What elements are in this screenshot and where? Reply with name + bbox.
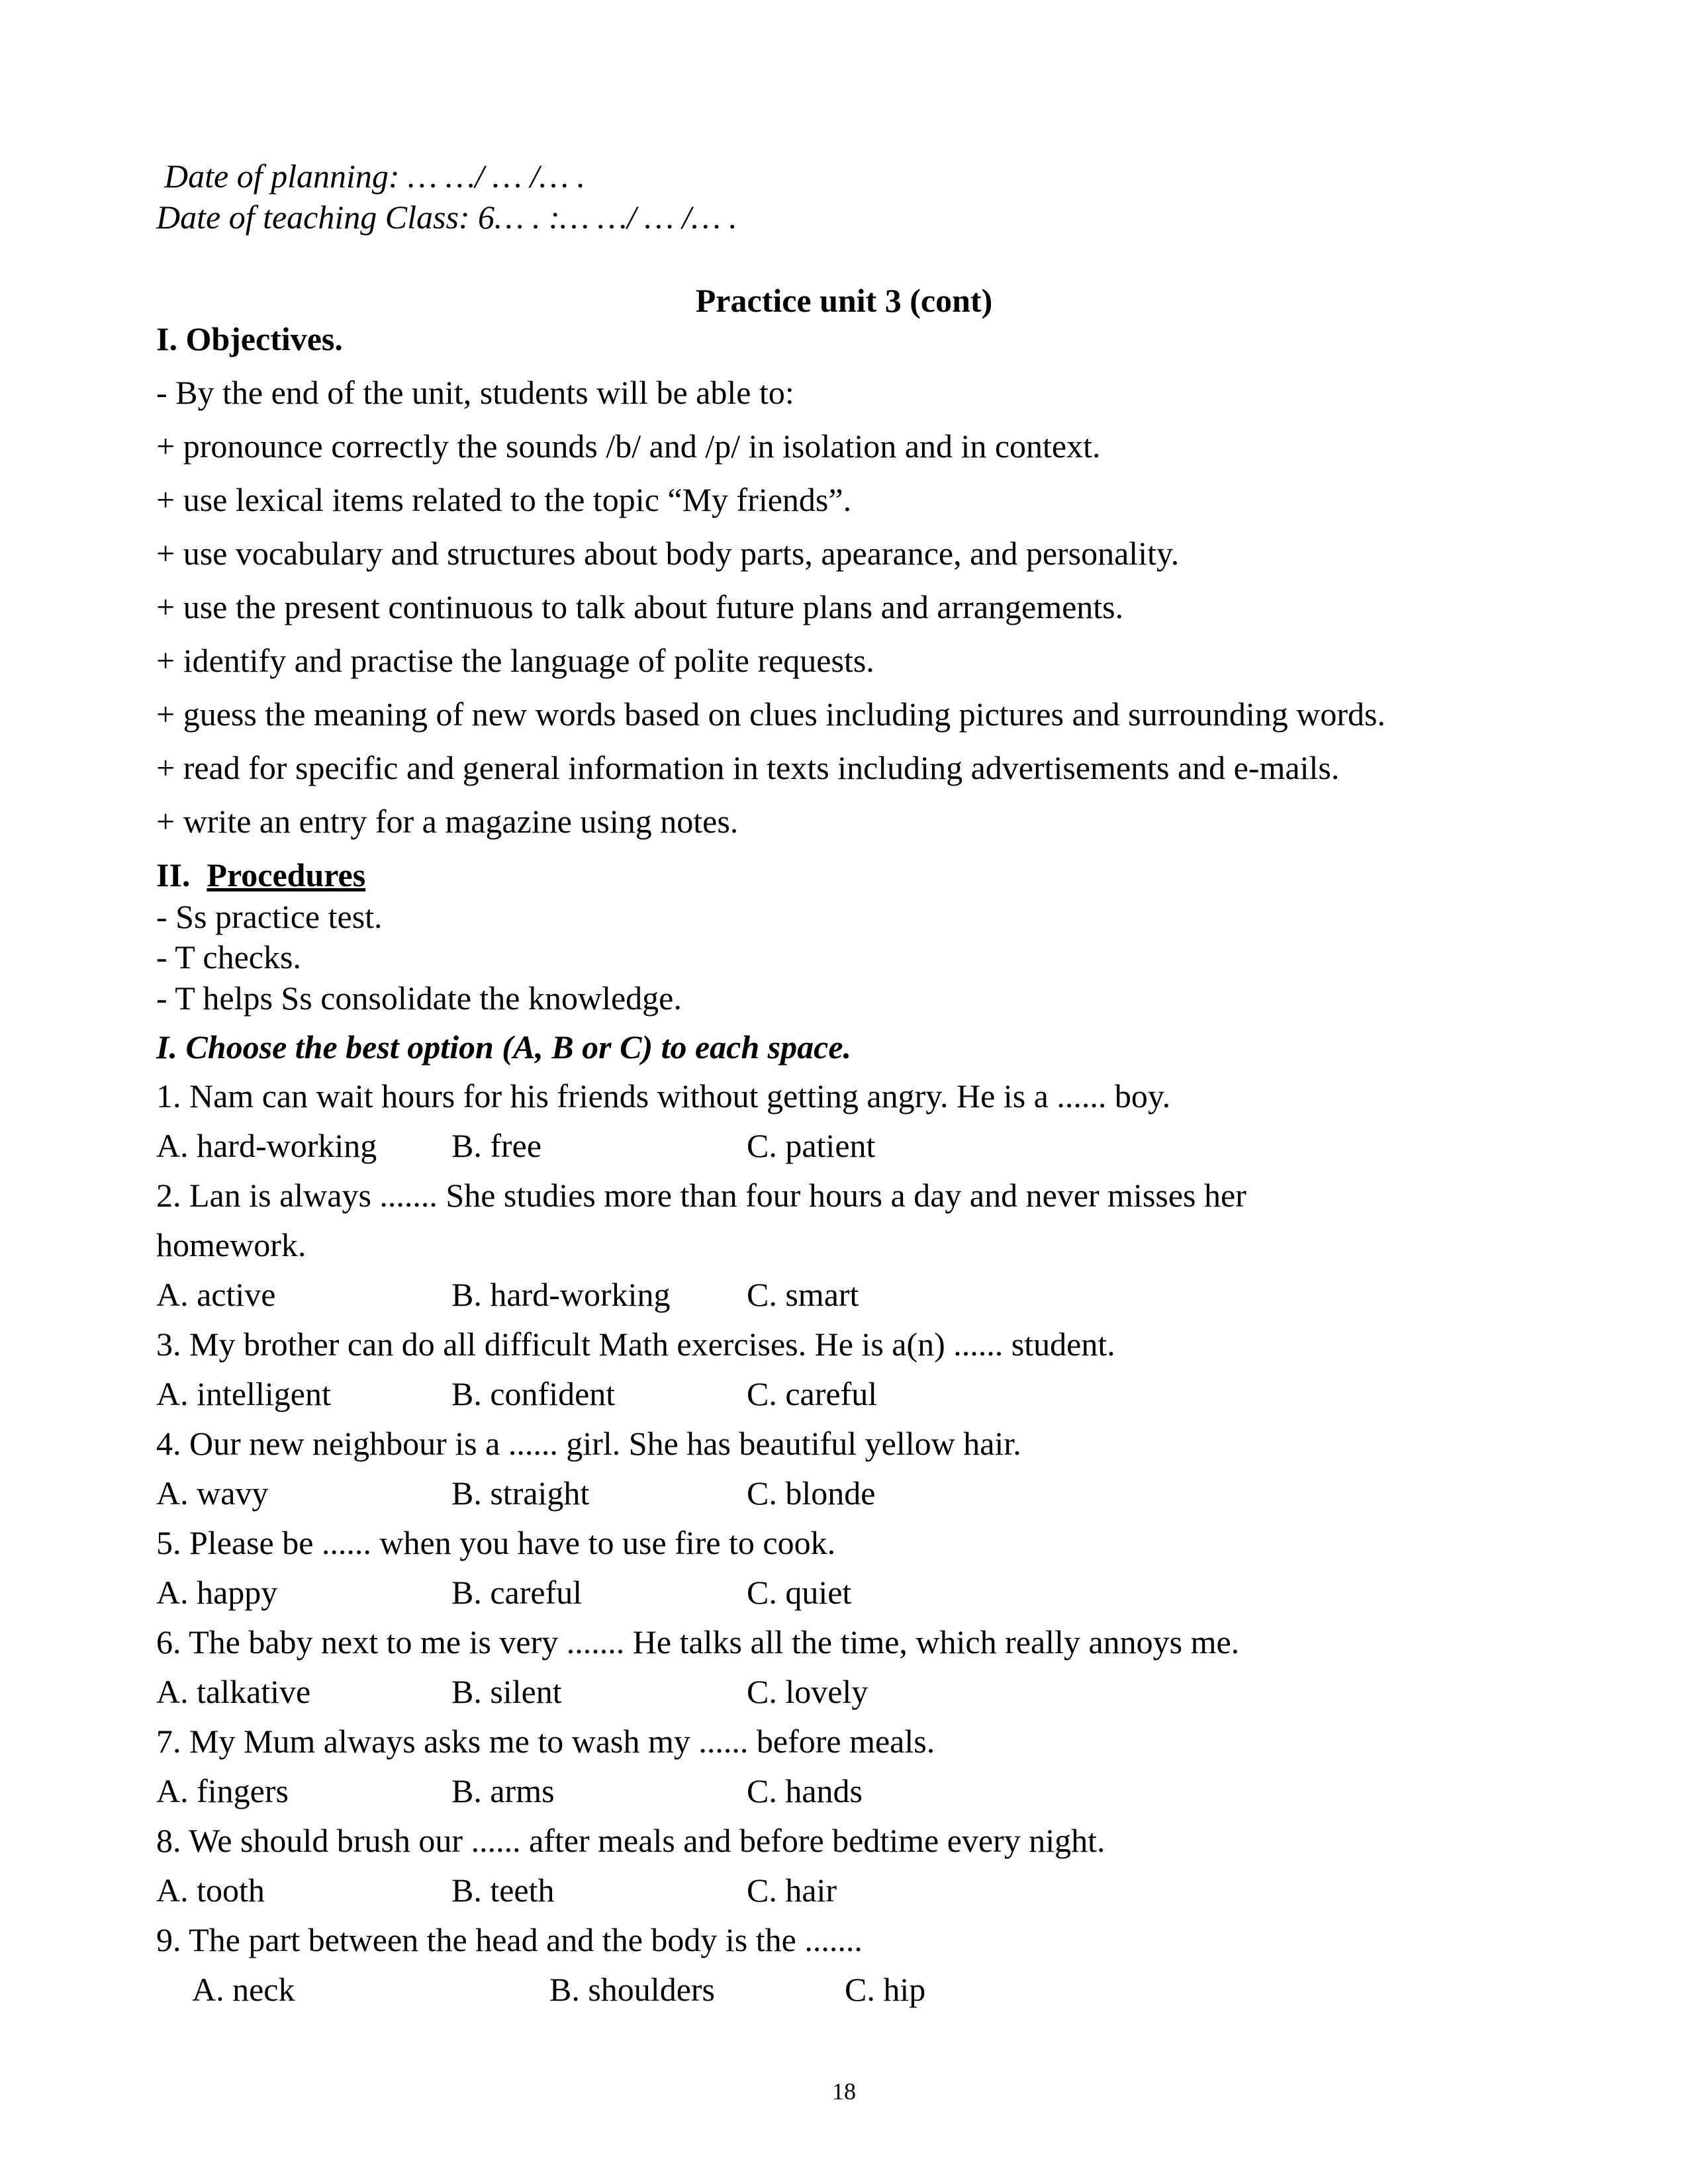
objectives-heading: I. Objectives. — [156, 320, 343, 357]
option-b: B. careful — [451, 1574, 583, 1611]
procedures-heading-number: II. — [156, 856, 191, 893]
option-a: A. wavy — [156, 1475, 269, 1512]
procedure-item: - Ss practice test. — [156, 898, 383, 935]
objective-item: + identify and practise the language of polite requests. — [156, 642, 874, 679]
option-c: C. blonde — [747, 1475, 876, 1512]
option-a: A. talkative — [156, 1673, 311, 1710]
date-of-planning: Date of planning: … …/ … /… . — [164, 158, 586, 195]
option-b: B. straight — [451, 1475, 590, 1512]
question-2: 2. Lan is always ....... She studies more than four hours a day and never misses her — [156, 1177, 1246, 1214]
question-2-continued: homework. — [156, 1226, 306, 1263]
option-c: C. hip — [845, 1971, 926, 2008]
option-b: B. silent — [451, 1673, 562, 1710]
exercise-heading: I. Choose the best option (A, B or C) to each space. — [156, 1028, 852, 1066]
option-c: C. patient — [747, 1127, 876, 1164]
page-number: 18 — [832, 2078, 856, 2105]
procedure-item: - T checks. — [156, 938, 301, 976]
objective-item: + use the present continuous to talk about future plans and arrangements. — [156, 588, 1124, 625]
objective-item: + guess the meaning of new words based on clues including pictures and surrounding words. — [156, 696, 1386, 733]
option-b: B. teeth — [451, 1872, 555, 1909]
option-a: A. tooth — [156, 1872, 265, 1909]
procedures-heading — [156, 855, 365, 895]
question-7: 7. My Mum always asks me to wash my ...... before meals. — [156, 1723, 935, 1760]
objective-item: + use vocabulary and structures about body parts, apearance, and personality. — [156, 535, 1180, 572]
objective-item: + use lexical items related to the topic “My friends”. — [156, 481, 852, 518]
procedures-heading-label: Procedures — [207, 856, 366, 893]
option-b: B. arms — [451, 1772, 555, 1809]
option-a: A. active — [156, 1276, 276, 1313]
option-b: B. hard-working — [451, 1276, 671, 1313]
objective-item: + write an entry for a magazine using notes. — [156, 803, 739, 840]
objectives-intro: - By the end of the unit, students will be able to: — [156, 374, 794, 411]
option-a: A. intelligent — [156, 1375, 331, 1412]
question-1: 1. Nam can wait hours for his friends without getting angry. He is a ...... boy. — [156, 1077, 1171, 1115]
question-3: 3. My brother can do all difficult Math exercises. He is a(n) ...... student. — [156, 1326, 1115, 1363]
objective-item: + read for specific and general information in texts including advertisements and e-mails. — [156, 749, 1340, 786]
option-c: C. smart — [747, 1276, 859, 1313]
question-8: 8. We should brush our ...... after meals and before bedtime every night. — [156, 1822, 1105, 1859]
option-c: C. quiet — [747, 1574, 852, 1611]
option-c: C. careful — [747, 1375, 878, 1412]
procedure-item: - T helps Ss consolidate the knowledge. — [156, 979, 682, 1017]
option-a: A. happy — [156, 1574, 278, 1611]
option-a: A. hard-working — [156, 1127, 377, 1164]
question-6: 6. The baby next to me is very ....... He talks all the time, which really annoys me. — [156, 1623, 1240, 1661]
option-a: A. neck — [192, 1971, 295, 2008]
date-of-teaching: Date of teaching Class: 6… . :… …/ … /… . — [156, 199, 737, 236]
question-4: 4. Our new neighbour is a ...... girl. She has beautiful yellow hair. — [156, 1425, 1021, 1462]
option-c: C. lovely — [747, 1673, 868, 1710]
option-a: A. fingers — [156, 1772, 289, 1809]
question-5: 5. Please be ...... when you have to use fire to cook. — [156, 1524, 836, 1561]
option-c: C. hair — [747, 1872, 837, 1909]
option-b: B. free — [451, 1127, 542, 1164]
option-c: C. hands — [747, 1772, 863, 1809]
question-9: 9. The part between the head and the body is the ....... — [156, 1921, 863, 1958]
option-b: B. shoulders — [549, 1971, 715, 2008]
page-title: Practice unit 3 (cont) — [695, 282, 993, 319]
option-b: B. confident — [451, 1375, 616, 1412]
objective-item: + pronounce correctly the sounds /b/ and /p/ in isolation and in context. — [156, 428, 1101, 465]
